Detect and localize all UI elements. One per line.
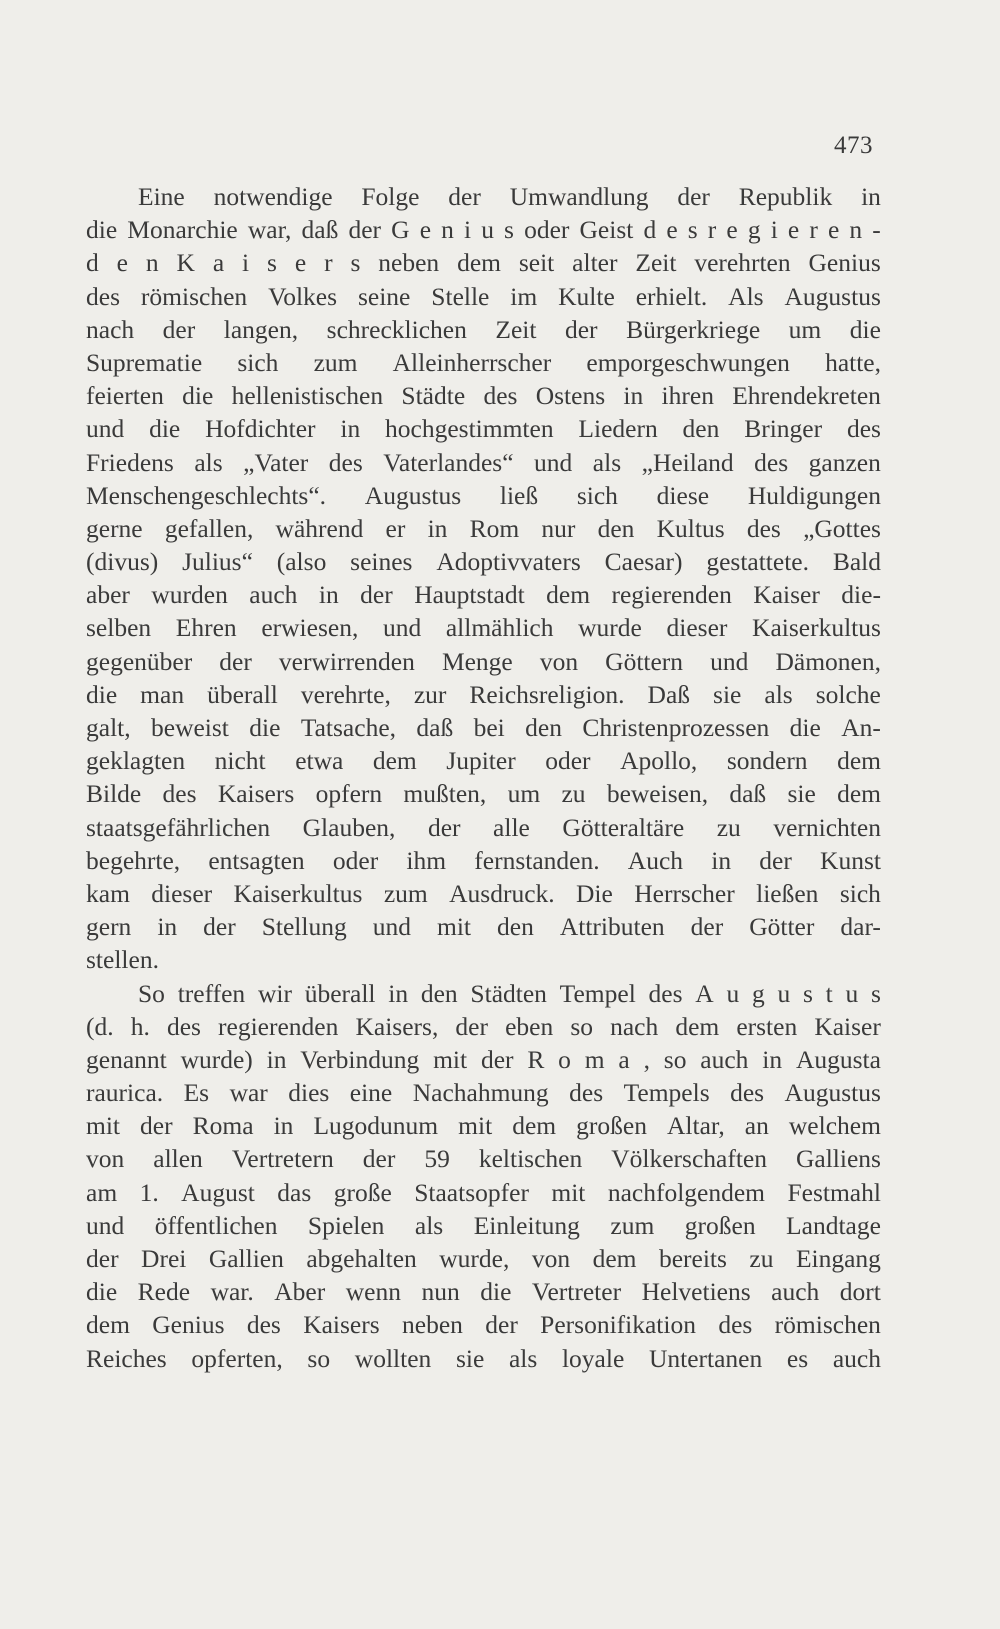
- text-line: (divus) Julius“ (also seines Adoptivvaters Caesar) gestattete. Bald: [86, 547, 881, 577]
- page-number: 473: [834, 132, 873, 159]
- text-line: Menschengeschlechts“. Augustus ließ sich diese Huldigungen: [86, 480, 881, 510]
- text-line: von allen Vertretern der 59 keltischen Völkerschaften Galliens: [86, 1144, 881, 1174]
- text-line: Eine notwendige Folge der Umwandlung der Republik in: [138, 182, 881, 211]
- text-line: staatsgefährlichen Glauben, der alle Götteraltäre zu vernichten: [86, 812, 881, 842]
- text-line: die man überall verehrte, zur Reichsreligion. Daß sie als solche: [86, 679, 881, 709]
- body-text: [86, 180, 881, 1375]
- text-line: nach der langen, schrecklichen Zeit der Bürgerkriege um die: [86, 314, 881, 344]
- text-line: kam dieser Kaiserkultus zum Ausdruck. Die Herrscher ließen sich: [86, 878, 881, 908]
- text-line: (d. h. des regierenden Kaisers, der eben so nach dem ersten Kaiser: [86, 1011, 881, 1041]
- text-line: die Monarchie war, daß der G e n i u s oder Geist d e s r e g i e r e n -: [86, 215, 881, 245]
- text-line: gern in der Stellung und mit den Attributen der Götter dar-: [86, 912, 881, 942]
- text-line: geklagten nicht etwa dem Jupiter oder Apollo, sondern dem: [86, 746, 881, 776]
- text-line: raurica. Es war dies eine Nachahmung des Tempels des Augustus: [86, 1078, 881, 1108]
- text-line: die Rede war. Aber wenn nun die Vertreter Helvetiens auch dort: [86, 1277, 881, 1307]
- text-line: genannt wurde) in Verbindung mit der R o m a , so auch in Augusta: [86, 1044, 881, 1074]
- text-line: aber wurden auch in der Hauptstadt dem regierenden Kaiser die-: [86, 580, 881, 610]
- text-line: gegenüber der verwirrenden Menge von Göttern und Dämonen,: [86, 646, 881, 676]
- text-line: d e n K a i s e r s neben dem seit alter Zeit verehrten Genius: [86, 248, 881, 278]
- text-line: Bilde des Kaisers opfern mußten, um zu beweisen, daß sie dem: [86, 779, 881, 809]
- text-line: und öffentlichen Spielen als Einleitung zum großen Landtage: [86, 1210, 881, 1240]
- paragraph: [86, 180, 881, 977]
- text-line: des römischen Volkes seine Stelle im Kulte erhielt. Als Augustus: [86, 281, 881, 311]
- text-line: galt, beweist die Tatsache, daß bei den Christenprozessen die An-: [86, 713, 881, 742]
- text-line: So treffen wir überall in den Städten Tempel des A u g u s t u s: [138, 978, 881, 1008]
- text-line: feierten die hellenistischen Städte des Ostens in ihren Ehrendekreten: [86, 381, 881, 411]
- text-line: der Drei Gallien abgehalten wurde, von dem bereits zu Eingang: [86, 1244, 881, 1273]
- text-line: am 1. August das große Staatsopfer mit nachfolgendem Festmahl: [86, 1177, 881, 1207]
- text-line: selben Ehren erwiesen, und allmählich wurde dieser Kaiserkultus: [86, 613, 881, 643]
- text-line: und die Hofdichter in hochgestimmten Liedern den Bringer des: [86, 414, 881, 444]
- text-line: gerne gefallen, während er in Rom nur den Kultus des „Gottes: [86, 513, 881, 543]
- text-line: Friedens als „Vater des Vaterlandes“ und als „Heiland des ganzen: [86, 447, 881, 477]
- text-line: stellen.: [86, 945, 159, 975]
- text-line: mit der Roma in Lugodunum mit dem großen Altar, an welchem: [86, 1111, 881, 1141]
- text-line: Reiches opferten, so wollten sie als loyale Untertanen es auch: [86, 1343, 881, 1373]
- text-line: Suprematie sich zum Alleinherrscher emporgeschwungen hatte,: [86, 347, 881, 377]
- paragraph: [86, 977, 881, 1375]
- text-line: begehrte, entsagten oder ihm fernstanden. Auch in der Kunst: [86, 845, 881, 875]
- text-line: dem Genius des Kaisers neben der Personifikation des römischen: [86, 1310, 881, 1340]
